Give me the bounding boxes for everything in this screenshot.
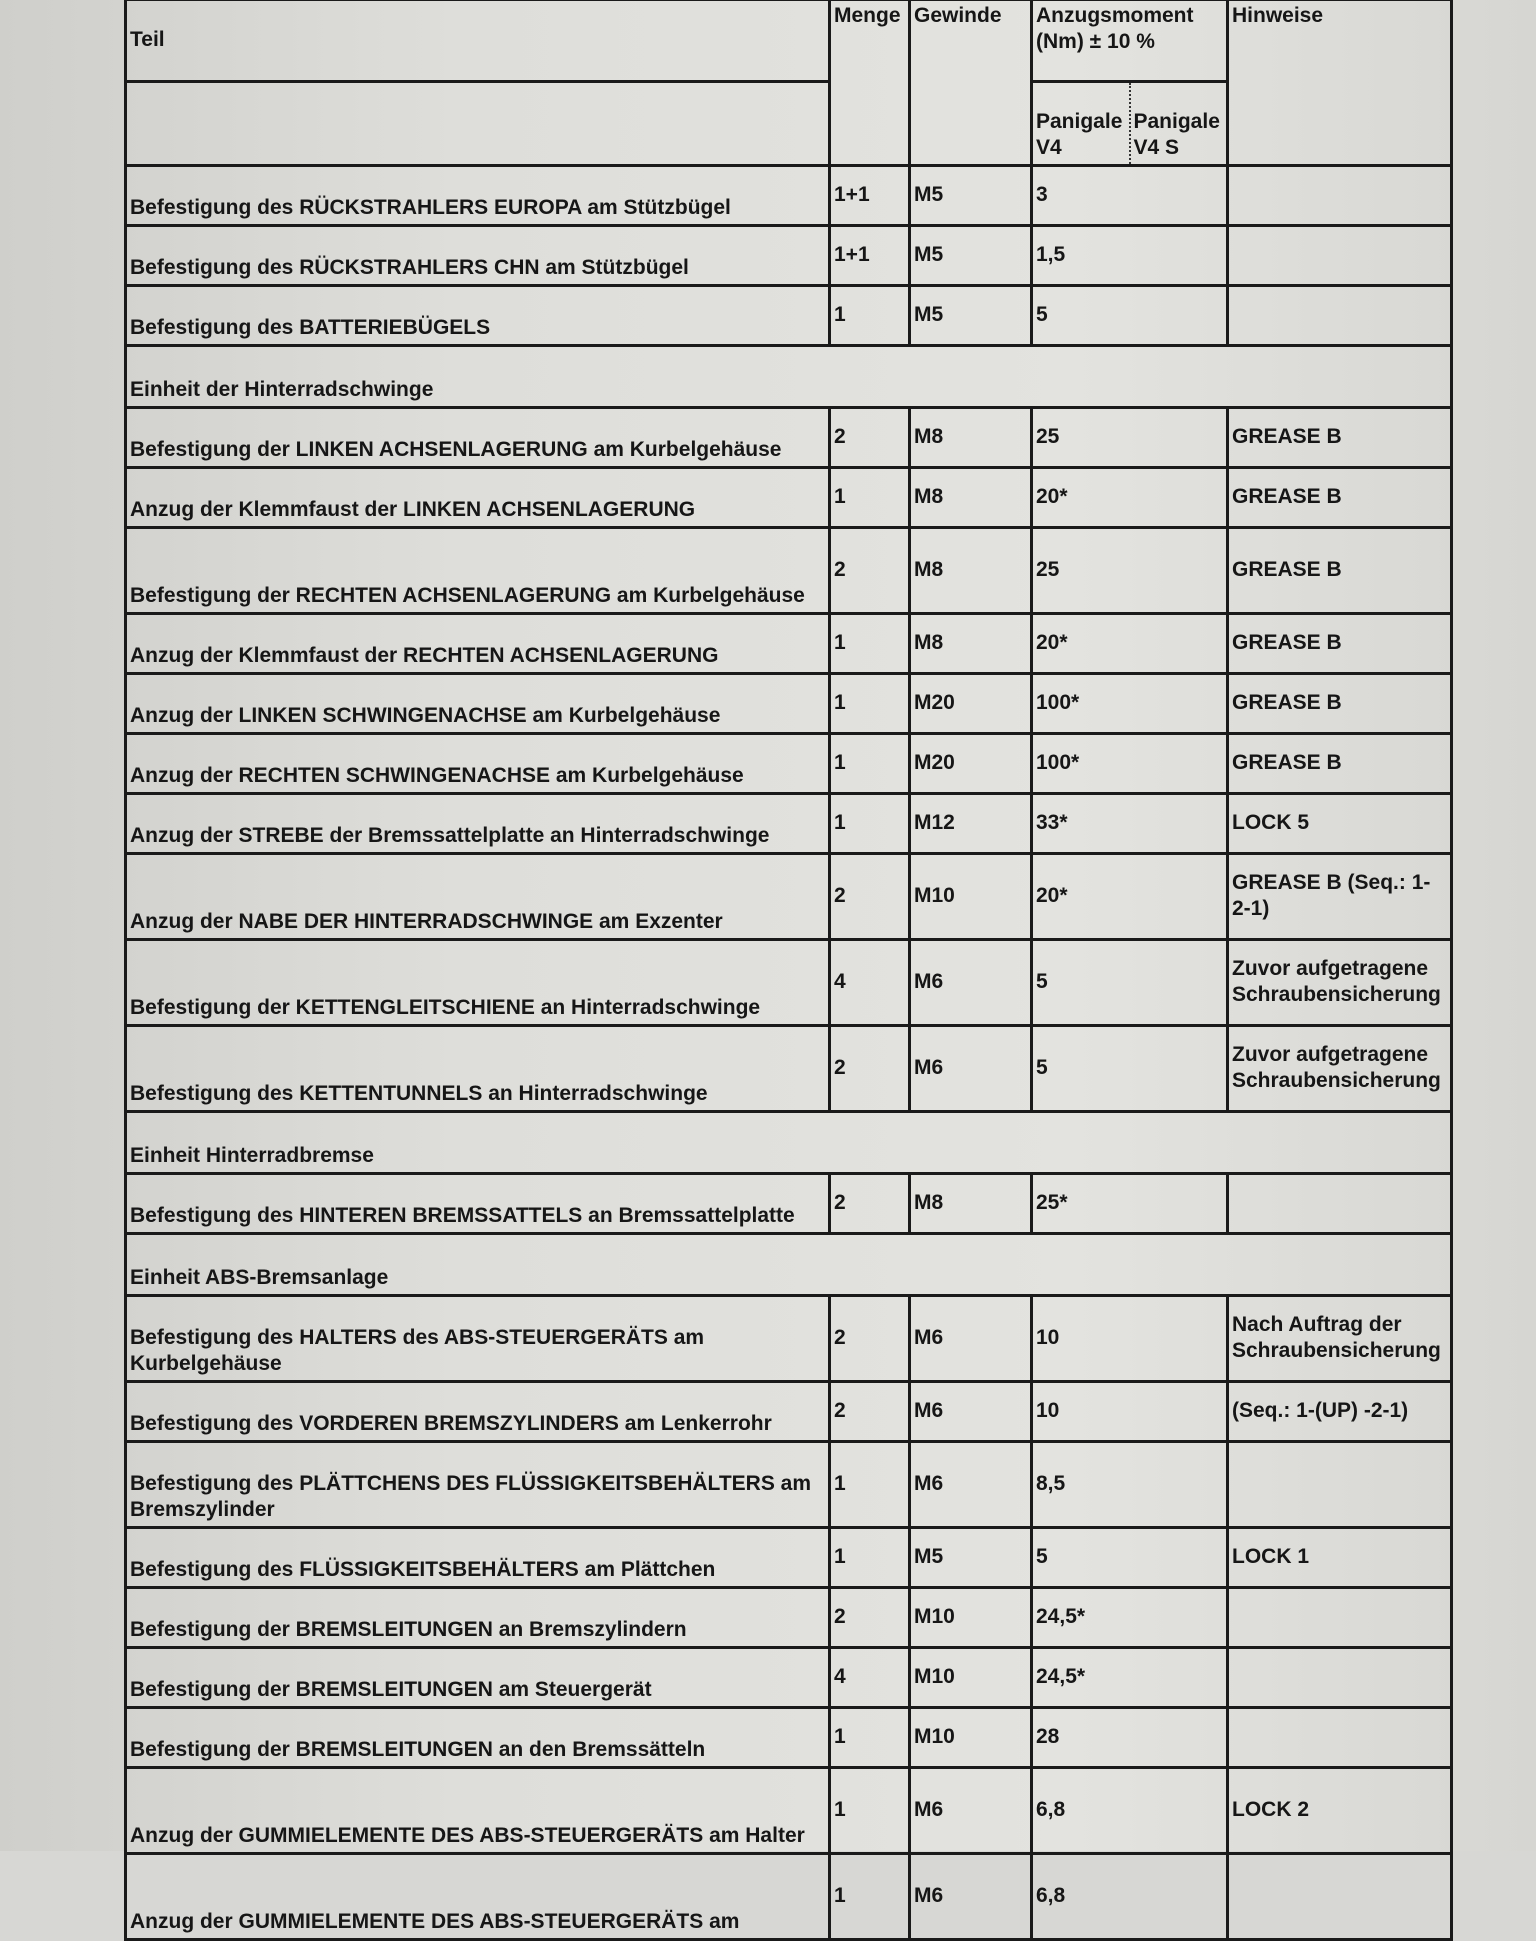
cell-part: Anzug der GUMMIELEMENTE DES ABS-STEUERGERÄTS am [126,1854,830,1940]
cell-torque: 33* [1032,794,1228,854]
cell-thread: M12 [910,794,1032,854]
cell-qty: 2 [830,1296,910,1382]
cell-part: Anzug der STREBE der Bremssattelplatte an Hinterradschwinge [126,794,830,854]
cell-part: Befestigung der LINKEN ACHSENLAGERUNG am Kurbelgehäuse [126,408,830,468]
cell-note [1228,166,1452,226]
cell-note: LOCK 5 [1228,794,1452,854]
cell-note [1228,286,1452,346]
cell-qty: 2 [830,528,910,614]
cell-note: (Seq.: 1-(UP) -2-1) [1228,1382,1452,1442]
table-row [126,614,1452,674]
cell-torque: 5 [1032,1026,1228,1112]
cell-part: Befestigung des KETTENTUNNELS an Hinterradschwinge [126,1026,830,1112]
cell-torque: 5 [1032,940,1228,1026]
cell-torque: 20* [1032,468,1228,528]
cell-part: Befestigung des RÜCKSTRAHLERS CHN am Stützbügel [126,226,830,286]
cell-part: Befestigung der BREMSLEITUNGEN an Bremszylindern [126,1588,830,1648]
cell-torque: 24,5* [1032,1588,1228,1648]
cell-qty: 2 [830,1026,910,1112]
cell-note [1228,1174,1452,1234]
cell-thread: M8 [910,528,1032,614]
cell-note [1228,1588,1452,1648]
cell-torque: 25 [1032,408,1228,468]
header-model-a: Panigale V4 [1032,82,1130,166]
cell-part: Anzug der RECHTEN SCHWINGENACHSE am Kurbelgehäuse [126,734,830,794]
cell-qty: 1+1 [830,166,910,226]
table-row [126,226,1452,286]
cell-thread: M8 [910,468,1032,528]
cell-qty: 2 [830,854,910,940]
cell-note: LOCK 2 [1228,1768,1452,1854]
cell-note: GREASE B [1228,528,1452,614]
cell-qty: 4 [830,1648,910,1708]
cell-part: Befestigung der RECHTEN ACHSENLAGERUNG am Kurbelgehäuse [126,528,830,614]
table-row [126,1854,1452,1940]
cell-qty: 2 [830,408,910,468]
cell-torque: 10 [1032,1296,1228,1382]
cell-part: Befestigung des HALTERS des ABS-STEUERGERÄTS am Kurbelgehäuse [126,1296,830,1382]
header-torque: Anzugsmoment (Nm) ± 10 % [1032,0,1228,82]
cell-torque: 25* [1032,1174,1228,1234]
table-row [126,1588,1452,1648]
cell-part: Befestigung des BATTERIEBÜGELS [126,286,830,346]
table-row [126,1382,1452,1442]
cell-torque: 100* [1032,734,1228,794]
table-row [126,1528,1452,1588]
cell-thread: M5 [910,226,1032,286]
cell-note: LOCK 1 [1228,1528,1452,1588]
cell-qty: 1 [830,794,910,854]
cell-note [1228,1648,1452,1708]
cell-qty: 1 [830,1442,910,1528]
cell-thread: M20 [910,734,1032,794]
table-row [126,1648,1452,1708]
cell-torque: 20* [1032,854,1228,940]
table-row [126,674,1452,734]
torque-table [124,0,1453,1941]
cell-part: Befestigung des RÜCKSTRAHLERS EUROPA am Stützbügel [126,166,830,226]
cell-torque: 24,5* [1032,1648,1228,1708]
cell-qty: 1 [830,1708,910,1768]
section-row [126,1112,1452,1174]
header-row [126,0,1452,82]
cell-part: Anzug der GUMMIELEMENTE DES ABS-STEUERGERÄTS am Halter [126,1768,830,1854]
cell-note [1228,1442,1452,1528]
cell-thread: M6 [910,1382,1032,1442]
cell-thread: M5 [910,166,1032,226]
cell-torque: 6,8 [1032,1768,1228,1854]
table-row [126,734,1452,794]
table-row [126,528,1452,614]
cell-note: GREASE B [1228,734,1452,794]
cell-qty: 1+1 [830,226,910,286]
cell-qty: 4 [830,940,910,1026]
cell-part: Befestigung der BREMSLEITUNGEN an den Bremssätteln [126,1708,830,1768]
cell-qty: 1 [830,674,910,734]
cell-thread: M8 [910,614,1032,674]
cell-thread: M6 [910,1768,1032,1854]
cell-note: Nach Auftrag der Schraubensicherung [1228,1296,1452,1382]
cell-thread: M10 [910,854,1032,940]
cell-torque: 5 [1032,1528,1228,1588]
cell-torque: 3 [1032,166,1228,226]
cell-note: Zuvor aufgetragene Schraubensicherung [1228,940,1452,1026]
cell-torque: 5 [1032,286,1228,346]
cell-note: GREASE B (Seq.: 1-2-1) [1228,854,1452,940]
cell-qty: 1 [830,1854,910,1940]
table-row [126,1174,1452,1234]
section-title: Einheit ABS-Bremsanlage [126,1234,1452,1296]
cell-part: Befestigung des VORDEREN BREMSZYLINDERS am Lenkerrohr [126,1382,830,1442]
cell-qty: 2 [830,1588,910,1648]
table-row [126,1442,1452,1528]
cell-torque: 6,8 [1032,1854,1228,1940]
cell-note: GREASE B [1228,614,1452,674]
cell-thread: M20 [910,674,1032,734]
cell-qty: 1 [830,1768,910,1854]
cell-qty: 1 [830,468,910,528]
cell-torque: 10 [1032,1382,1228,1442]
table-row [126,468,1452,528]
table-row [126,1708,1452,1768]
cell-qty: 1 [830,734,910,794]
table-row [126,1768,1452,1854]
section-title: Einheit Hinterradbremse [126,1112,1452,1174]
table-row [126,286,1452,346]
cell-note: GREASE B [1228,674,1452,734]
table-row [126,166,1452,226]
cell-torque: 28 [1032,1708,1228,1768]
cell-torque: 8,5 [1032,1442,1228,1528]
cell-torque: 100* [1032,674,1228,734]
cell-torque: 1,5 [1032,226,1228,286]
cell-qty: 1 [830,1528,910,1588]
section-row [126,346,1452,408]
table-row [126,854,1452,940]
cell-part: Befestigung der KETTENGLEITSCHIENE an Hinterradschwinge [126,940,830,1026]
table-row [126,408,1452,468]
cell-part: Anzug der Klemmfaust der RECHTEN ACHSENLAGERUNG [126,614,830,674]
cell-thread: M6 [910,940,1032,1026]
cell-note [1228,1854,1452,1940]
cell-thread: M10 [910,1648,1032,1708]
header-notes: Hinweise [1228,0,1452,166]
header-model-b: Panigale V4 S [1130,82,1228,166]
cell-part: Befestigung des HINTEREN BREMSSATTELS an Bremssattelplatte [126,1174,830,1234]
header-thread: Gewinde [910,0,1032,166]
cell-note [1228,1708,1452,1768]
table-row [126,794,1452,854]
cell-thread: M10 [910,1708,1032,1768]
cell-thread: M6 [910,1026,1032,1112]
cell-torque: 25 [1032,528,1228,614]
table-row [126,940,1452,1026]
cell-qty: 2 [830,1382,910,1442]
cell-thread: M6 [910,1854,1032,1940]
cell-torque: 20* [1032,614,1228,674]
cell-thread: M8 [910,1174,1032,1234]
section-row [126,1234,1452,1296]
cell-part: Befestigung des PLÄTTCHENS DES FLÜSSIGKEITSBEHÄLTERS am Bremszylinder [126,1442,830,1528]
cell-note: Zuvor aufgetragene Schraubensicherung [1228,1026,1452,1112]
cell-qty: 1 [830,614,910,674]
header-part: Teil [126,0,830,82]
cell-part: Befestigung der BREMSLEITUNGEN am Steuergerät [126,1648,830,1708]
table-row [126,1026,1452,1112]
section-title: Einheit der Hinterradschwinge [126,346,1452,408]
cell-thread: M5 [910,1528,1032,1588]
header-part-blank [126,82,830,166]
cell-qty: 1 [830,286,910,346]
cell-part: Anzug der Klemmfaust der LINKEN ACHSENLAGERUNG [126,468,830,528]
cell-part: Anzug der LINKEN SCHWINGENACHSE am Kurbelgehäuse [126,674,830,734]
cell-qty: 2 [830,1174,910,1234]
cell-thread: M8 [910,408,1032,468]
cell-part: Befestigung des FLÜSSIGKEITSBEHÄLTERS am Plättchen [126,1528,830,1588]
cell-thread: M6 [910,1296,1032,1382]
cell-part: Anzug der NABE DER HINTERRADSCHWINGE am Exzenter [126,854,830,940]
cell-thread: M10 [910,1588,1032,1648]
cell-note: GREASE B [1228,468,1452,528]
header-qty: Menge [830,0,910,166]
cell-thread: M5 [910,286,1032,346]
cell-thread: M6 [910,1442,1032,1528]
cell-note: GREASE B [1228,408,1452,468]
cell-note [1228,226,1452,286]
table-row [126,1296,1452,1382]
